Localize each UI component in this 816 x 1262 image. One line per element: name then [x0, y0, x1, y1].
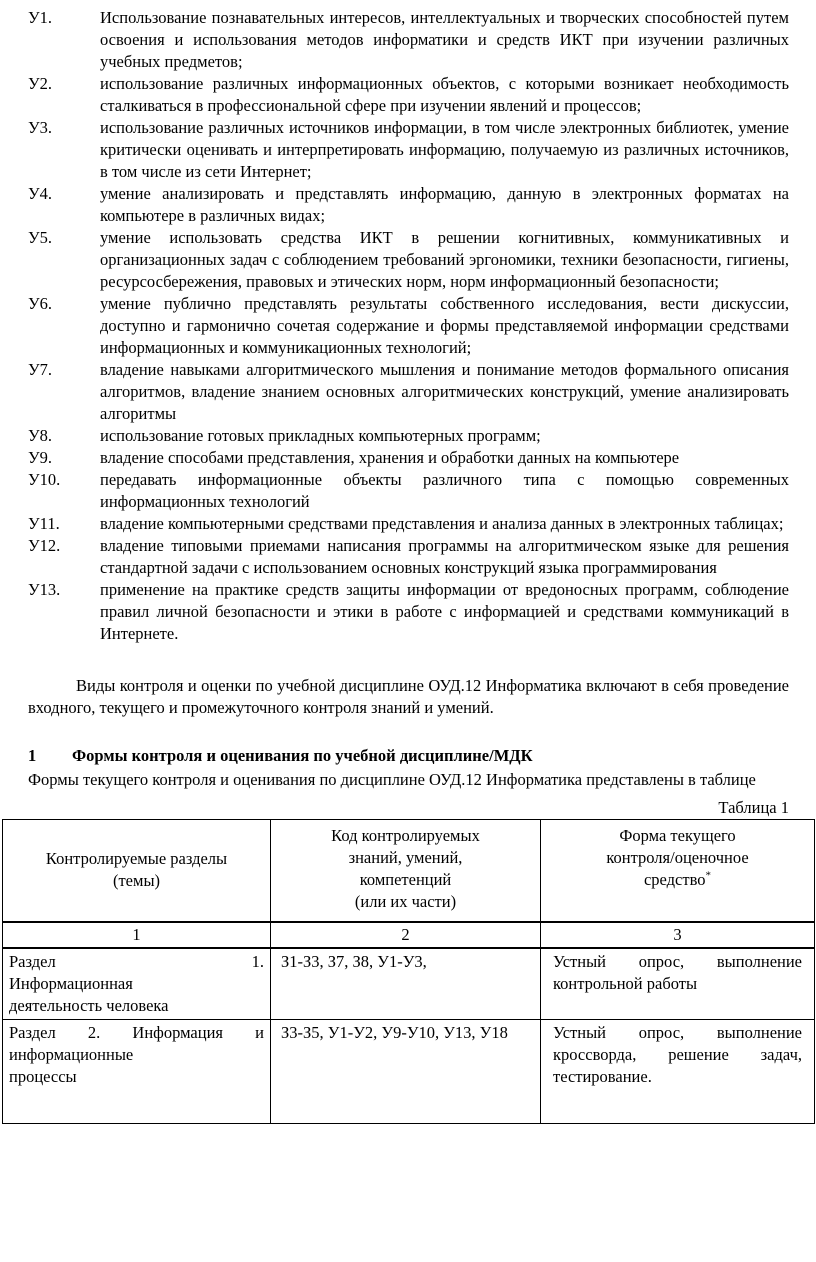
list-item-text: умение использовать средства ИКТ в решении когнитивных, коммуникативных и организационных задач с соблюдением требований эргономики, техники безопасности, гигиены, ресурсосбережения, правовых и этических норм, норм информационный безопасности;: [100, 228, 789, 291]
header-knowledge-codes: [271, 820, 541, 922]
list-item-number: У6.: [28, 294, 53, 313]
codes-cell: З3-З5, У1-У2, У9-У10, У13, У18: [271, 1019, 541, 1123]
header-line: контроля/оценочное: [606, 848, 749, 867]
header-controlled-sections: [3, 820, 271, 922]
header-line: компетенций: [359, 870, 452, 889]
header-line: знаний, умений,: [348, 848, 463, 867]
list-item-text: использование различных источников информации, в том числе электронных библиотек, умение критически оценивать и интерпретировать информацию, получаемую из различных источников, в том числе из сети Интернет;: [100, 118, 789, 181]
list-item-number: У3.: [28, 118, 53, 137]
column-number: 2: [271, 922, 541, 948]
section-name-cell: [3, 1019, 271, 1123]
list-item-text: использование готовых прикладных компьютерных программ;: [100, 426, 541, 445]
codes-cell: З1-З3, З7, З8, У1-У3,: [271, 948, 541, 1020]
list-item-text: владение навыками алгоритмического мышления и понимание методов формального описания алгоритмов, владение знанием основных алгоритмических конструкций, умение анализировать алгоритмы: [100, 360, 789, 423]
section-heading-text: Формы контроля и оценивания по учебной дисциплине/МДК: [72, 746, 533, 765]
list-item-text: применение на практике средств защиты информации от вредоносных программ, соблюдение правил личной безопасности и этики в работе с информацией и средствами коммуникаций в Интернете.: [100, 580, 789, 643]
table-caption: Таблица 1: [718, 798, 789, 817]
section-line: Информационная: [9, 973, 133, 993]
list-item: [28, 469, 789, 513]
list-item-number: У13.: [28, 580, 61, 599]
section-heading: [28, 745, 789, 767]
list-item-number: У5.: [28, 228, 53, 247]
list-item: [28, 513, 789, 535]
list-item: [28, 183, 789, 227]
header-line: Код контролируемых: [331, 826, 480, 845]
control-form-cell: Устный опрос, выполнение контрольной работы: [541, 948, 815, 1020]
header-line: Форма текущего: [619, 826, 736, 845]
paragraph-kinds-of-control: Виды контроля и оценки по учебной дисциплине ОУД.12 Информатика включают в себя проведение входного, текущего и промежуточного контроля знаний и умений.: [28, 676, 789, 717]
section-line: Раздел 1.: [9, 951, 264, 971]
list-item-text: умение анализировать и представлять информацию, данную в электронных форматах на компьютере в различных видах;: [100, 184, 789, 225]
list-item-text: владение способами представления, хранения и обработки данных на компьютере: [100, 448, 680, 467]
list-item-text: Использование познавательных интересов, интеллектуальных и творческих способностей путем освоения и использования методов информатики и средств ИКТ при изучении различных учебных предметов;: [100, 8, 789, 71]
header-line: (или их части): [354, 892, 457, 911]
list-item-text: владение типовыми приемами написания программы на алгоритмическом языке для решения стандартной задачи с использованием основных конструкций языка программирования: [100, 536, 789, 577]
list-item-number: У4.: [28, 184, 53, 203]
list-item: [28, 535, 789, 579]
list-item-number: У7.: [28, 360, 53, 379]
list-item-number: У8.: [28, 426, 53, 445]
section-name-cell: [3, 948, 271, 1020]
header-control-form: [541, 820, 815, 922]
column-number: 1: [3, 922, 271, 948]
list-item-text: владение компьютерными средствами представления и анализа данных в электронных таблицах;: [100, 514, 784, 533]
list-item: [28, 7, 789, 73]
list-item-number: У9.: [28, 448, 53, 467]
list-item-number: У11.: [28, 514, 60, 533]
list-item: [28, 117, 789, 183]
section-line: информационные: [9, 1044, 134, 1064]
footnote-asterisk: *: [705, 869, 712, 882]
header-line: (темы): [112, 871, 161, 891]
section-line: деятельность человека: [9, 995, 169, 1015]
list-item-number: У10.: [28, 470, 61, 489]
header-line-text: средство: [643, 870, 706, 889]
list-item-text: умение публично представлять результаты собственного исследования, вести дискуссии, доступно и гармонично сочетая содержание и формы представляемой информации средствами информационных и коммуникационных технологий;: [100, 294, 789, 357]
section-line: Раздел 2. Информация и: [9, 1022, 264, 1042]
list-item-number: У12.: [28, 536, 61, 555]
skills-list: [28, 7, 789, 645]
control-forms-table: [2, 819, 815, 1124]
list-item-number: У2.: [28, 74, 53, 93]
list-item: [28, 447, 789, 469]
list-item: [28, 579, 789, 645]
list-item: [28, 425, 789, 447]
list-item-number: У1.: [28, 8, 53, 27]
table-row-section-1: [3, 948, 815, 1020]
paragraph-forms-intro: Формы текущего контроля и оценивания по дисциплине ОУД.12 Информатика представлены в таблице: [28, 770, 756, 789]
list-item: [28, 293, 789, 359]
section-line: процессы: [9, 1066, 77, 1086]
list-item: [28, 359, 789, 425]
list-item-text: передавать информационные объекты различного типа с помощью современных информационных технологий: [100, 470, 789, 511]
table-row-section-2: [3, 1019, 815, 1123]
control-form-cell: Устный опрос, выполнение кроссворда, решение задач, тестирование.: [541, 1019, 815, 1123]
section-heading-number: 1: [28, 746, 37, 765]
column-number: 3: [541, 922, 815, 948]
header-line: Контролируемые разделы: [45, 849, 228, 869]
header-line: [545, 869, 810, 891]
table-column-number-row: [3, 922, 815, 948]
list-item: [28, 227, 789, 293]
list-item-text: использование различных информационных объектов, с которыми возникает необходимость сталкиваться в профессиональной сфере при изучении явлений и процессов;: [100, 74, 789, 115]
table-header-row: [3, 820, 815, 922]
list-item: [28, 73, 789, 117]
